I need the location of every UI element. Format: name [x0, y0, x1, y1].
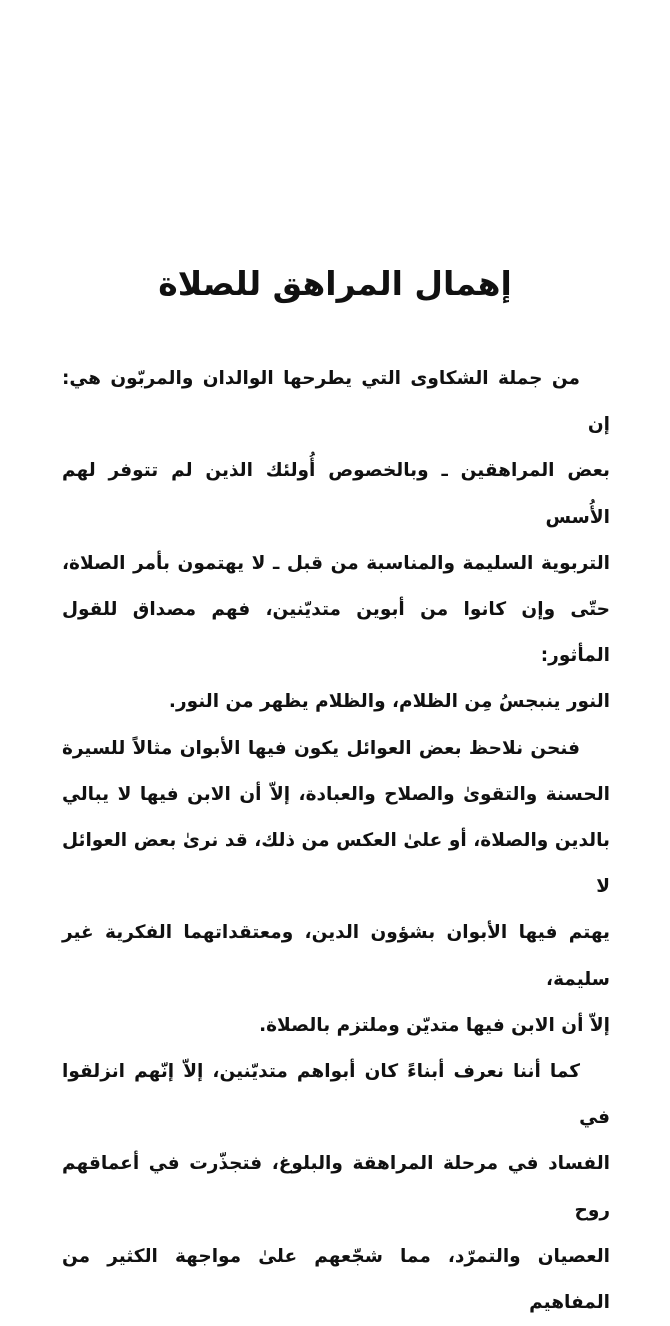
- text-line: العصيان والتمرّد، مما شجّعهم علىٰ مواجهة الكثير من المفاهيم: [62, 1245, 610, 1314]
- text-line: التربوية السليمة والمناسبة من قبل ـ لا يهتمون بأمر الصلاة،: [62, 552, 610, 574]
- text-line: حتّى وإن كانوا من أبوين متديّنين، فهم مصداق للقول المأثور:: [62, 599, 610, 667]
- chapter-title: إهمال المراهق للصلاة: [158, 264, 512, 303]
- text-line: بعض المراهقين ـ وبالخصوص أُولئك الذين لم تتوفر لهم الأُسس: [62, 460, 610, 528]
- text-line: من جملة الشكاوى التي يطرحها الوالدان والمربّون هي: إن: [62, 368, 610, 436]
- text-line: إلاّ أن الابن فيها متديّن وملتزم بالصلاة.: [259, 1014, 610, 1036]
- page-body: [62, 356, 610, 1326]
- text-line: يهتم فيها الأبوان بشؤون الدين، ومعتقداتهما الفكرية غير سليمة،: [62, 922, 610, 990]
- text-line: بالدين والصلاة، أو علىٰ العكس من ذلك، قد نرىٰ بعض العوائل لا: [62, 830, 610, 898]
- text-line: كما أننا نعرف أبناءً كان أبواهم متديّنين، إلاّ إنّهم انزلقوا في: [62, 1061, 610, 1129]
- text-line: الحسنة والتقوىٰ والصلاح والعبادة، إلاّ أن الابن فيها لا يبالي: [62, 783, 610, 805]
- text-line: الفساد في مرحلة المراهقة والبلوغ، فتجذّرت في أعماقهم روح: [62, 1153, 610, 1221]
- text-line: فنحن نلاحظ بعض العوائل يكون فيها الأبوان مثالاً للسيرة: [62, 737, 580, 759]
- text-line: النور ينبجسُ مِن الظلام، والظلام يظهر من النور.: [168, 691, 610, 713]
